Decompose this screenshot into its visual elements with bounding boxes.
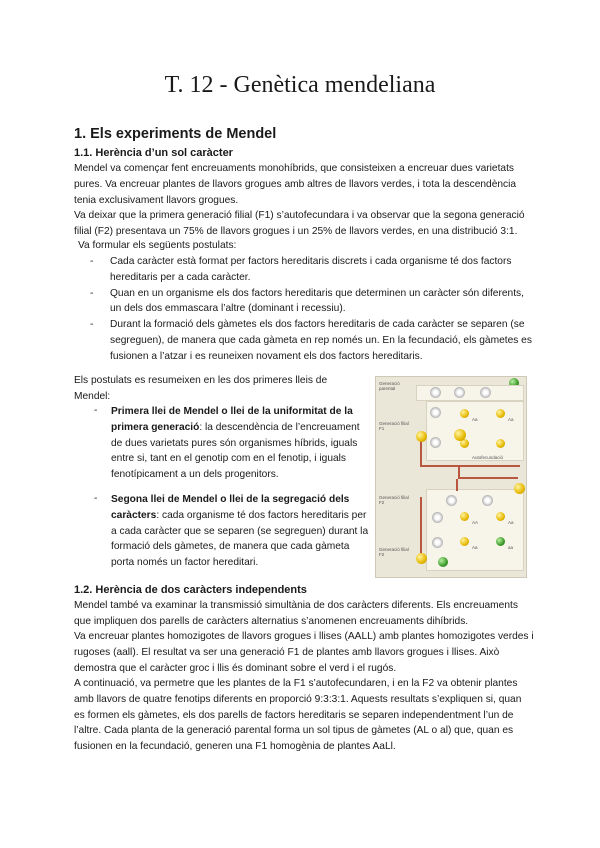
genotype-label: AA [472, 520, 479, 525]
postulates-list [90, 254, 536, 365]
bullet-dash: - [94, 493, 98, 504]
flower-icon [430, 437, 441, 448]
paragraph: Va encreuar plantes homozigotes de llavors grogues i llises (AALL) amb plantes homozigotes verdes i rugoses (aall). El resultat va ser una generació F1 de plantes amb llavors grogues i llises. Això demostra que el caràcter groc i llis és dominant sobre el verd i el rugós. [74, 631, 534, 674]
yellow-pea-icon [454, 429, 466, 441]
paragraph: Va formular els següents postulats: [78, 240, 237, 251]
flower-icon [430, 407, 441, 418]
connector-line [456, 479, 458, 491]
paragraph: Va deixar que la primera generació filial (F1) s’autofecundara i va observar que la segona generació filial (F2) presentava un 75% de llavors grogues i un 25% de llavors verdes, en una distribució 3:1. [74, 210, 525, 237]
genotype-label: Aa [508, 417, 514, 422]
page-title: T. 12 - Genètica mendeliana [164, 72, 436, 98]
yellow-pea-icon [416, 553, 427, 564]
paragraph: Els postulats es resumeixen en les dos primeres lleis de Mendel: [74, 375, 328, 402]
flower-icon [446, 495, 457, 506]
flower-icon [482, 495, 493, 506]
yellow-pea-icon [416, 431, 427, 442]
law-2-title: Segona llei de Mendel o llei de la segregació dels caràcters [111, 494, 350, 521]
flower-icon [430, 387, 441, 398]
mendel-cross-figure [375, 376, 527, 578]
genotype-label: Aa [508, 520, 514, 525]
genotype-label: Aa [472, 417, 478, 422]
yellow-pea-icon [496, 512, 505, 521]
list-item: - Cada caràcter està format per factors hereditaris discrets i cada organisme té dos factors hereditaris per a cada caràcter. [90, 254, 536, 286]
yellow-pea-icon [460, 512, 469, 521]
law-2-text: : cada organisme té dos factors hereditaris per a cada caràcter que se separen (se segreguen) durant la formació dels gàmetes, de manera que cada gàmeta porta només un factor hereditari. [111, 509, 369, 569]
connector-line [420, 465, 520, 467]
paragraph: Mendel va començar fent encreuaments monohíbrids, que consisteixen a encreuar dues varietats pures. Va encreuar plantes de llavors grogues amb altres de llavors verdes, i tota la descendència tenia exclusivament llavors grogues. [74, 163, 517, 206]
figure-label: Generació parental [379, 381, 400, 391]
yellow-pea-icon [460, 409, 469, 418]
yellow-pea-icon [496, 409, 505, 418]
yellow-pea-icon [514, 483, 525, 494]
bullet-dash: - [94, 405, 98, 416]
yellow-pea-icon [496, 439, 505, 448]
genotype-label: Aa [472, 545, 478, 550]
law-1 [111, 404, 369, 483]
law-2 [111, 492, 369, 571]
figure-label: Generació filial F1 [379, 421, 409, 431]
subsection-heading: 1.1. Herència d’un sol caràcter [74, 147, 233, 159]
flower-icon [480, 387, 491, 398]
yellow-pea-icon [460, 537, 469, 546]
autofecundacio-label: Autofecundació [472, 455, 504, 460]
list-item: - Quan en un organisme els dos factors hereditaris que determinen un caràcter són diferents, un dels dos emmascara l’altre (dominant i recessiu). [90, 286, 536, 318]
law-1-text: : la descendència de l’encreuament de dues varietats pures són organismes híbrids, iguals entre si, tant en el genotip com en el fenotip, i iguals fenotípicament a un dels progenitors. [111, 421, 360, 481]
flower-icon [454, 387, 465, 398]
green-pea-icon [496, 537, 505, 546]
connector-line [458, 465, 460, 477]
subsection-heading: 1.2. Herència de dos caràcters independents [74, 584, 307, 596]
list-item: - Durant la formació dels gàmetes els dos factors hereditaris de cada caràcter se separen (se segreguen), de manera que cada gàmeta en rep només un. En la fecundació, els gàmetes es fusionen a l’atzar i es reuneixen novament els dos factors hereditaris. [90, 317, 536, 364]
paragraph: A continuació, va permetre que les plantes de la F1 s’autofecundaren, i en la F2 va obtenir plantes amb llavors de quatre fenotips diferents en proporció 9:3:3:1. Aquests resultats s’expliquen si, quan es formen els gàmetes, els dos parells de factors hereditaris se separen independentment l’un de l’altre. Cada planta de la generació parental forma un sol tipus de gàmetes (AL o al) que, quan es fusionen en la fecundació, generen una F1 homogènia de plantes AaLl. [74, 678, 522, 753]
figure-label: Generació filial F2 [379, 547, 409, 557]
connector-line [458, 477, 518, 479]
flower-icon [432, 537, 443, 548]
green-pea-icon [438, 557, 448, 567]
figure-label: Generació filial F2 [379, 495, 409, 505]
section-heading: 1. Els experiments de Mendel [74, 126, 277, 142]
genotype-label: aa [508, 545, 514, 550]
paragraph: Mendel també va examinar la transmissió simultània de dos caràcters diferents. Els encreuaments que impliquen dos parells de caràcters alternatius s’anomenen encreuaments dihíbrids. [74, 600, 518, 627]
connector-line [420, 497, 422, 559]
law-1-title: Primera llei de Mendel o llei de la uniformitat de la primera generació [111, 406, 353, 433]
flower-icon [432, 512, 443, 523]
